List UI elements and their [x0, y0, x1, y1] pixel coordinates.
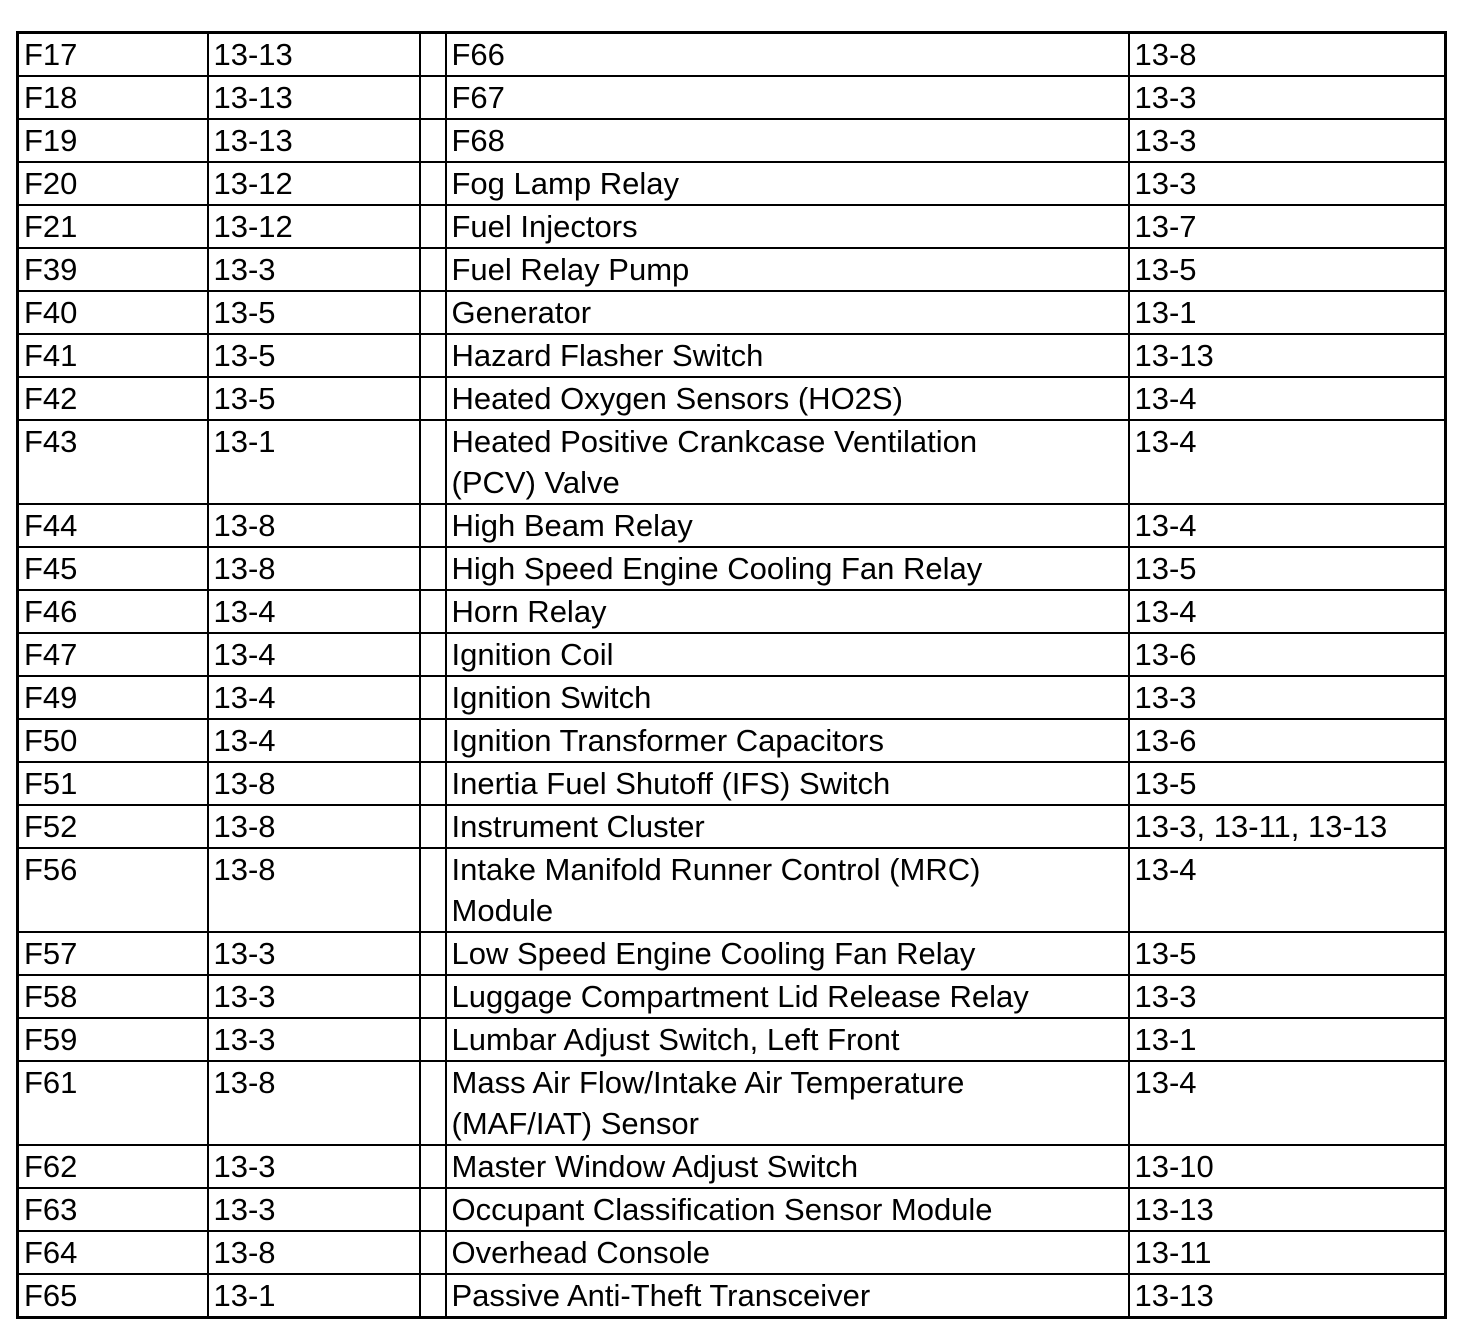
right-name-cell	[446, 420, 1129, 504]
column-gap	[420, 1274, 446, 1318]
right-page-cell: 13-13	[1129, 1188, 1446, 1231]
right-name-cell	[446, 1274, 1129, 1318]
name-line: Overhead Console	[451, 1235, 710, 1270]
left-code-cell: F52	[18, 805, 208, 848]
name-line-continued: Module	[451, 893, 554, 928]
column-gap	[420, 1018, 446, 1061]
left-code-cell: F43	[18, 420, 208, 504]
name-line: Fuel Injectors	[451, 209, 638, 244]
right-page-cell: 13-6	[1129, 719, 1446, 762]
right-page-cell: 13-1	[1129, 1018, 1446, 1061]
left-code-cell: F46	[18, 590, 208, 633]
left-code-cell: F20	[18, 162, 208, 205]
name-line: Heated Oxygen Sensors (HO2S)	[451, 381, 903, 416]
column-gap	[420, 805, 446, 848]
left-code-cell: F57	[18, 932, 208, 975]
column-gap	[420, 33, 446, 77]
left-code-cell: F64	[18, 1231, 208, 1274]
column-gap	[420, 162, 446, 205]
left-code-cell: F49	[18, 676, 208, 719]
column-gap	[420, 420, 446, 504]
table-row	[18, 1274, 1446, 1318]
right-name-cell	[446, 719, 1129, 762]
right-name-cell	[446, 504, 1129, 547]
left-code-cell: F19	[18, 119, 208, 162]
table-row	[18, 547, 1446, 590]
name-line: F68	[451, 123, 505, 158]
table-row	[18, 420, 1446, 504]
table-row	[18, 205, 1446, 248]
name-line: Low Speed Engine Cooling Fan Relay	[451, 936, 976, 971]
left-page-cell: 13-8	[208, 848, 420, 932]
left-page-cell: 13-8	[208, 1061, 420, 1145]
name-line: Mass Air Flow/Intake Air Temperature	[451, 1065, 965, 1100]
right-name-cell	[446, 590, 1129, 633]
name-line: Luggage Compartment Lid Release Relay	[451, 979, 1029, 1014]
right-page-cell: 13-4	[1129, 590, 1446, 633]
right-name-cell	[446, 162, 1129, 205]
right-name-cell	[446, 1188, 1129, 1231]
left-code-cell: F65	[18, 1274, 208, 1318]
left-code-cell: F50	[18, 719, 208, 762]
right-name-cell	[446, 676, 1129, 719]
right-page-cell: 13-4	[1129, 504, 1446, 547]
left-page-cell: 13-3	[208, 1018, 420, 1061]
left-page-cell: 13-3	[208, 975, 420, 1018]
component-index-table	[16, 31, 1447, 1319]
left-code-cell: F63	[18, 1188, 208, 1231]
column-gap	[420, 76, 446, 119]
left-page-cell: 13-4	[208, 590, 420, 633]
column-gap	[420, 504, 446, 547]
left-page-cell: 13-1	[208, 420, 420, 504]
column-gap	[420, 547, 446, 590]
column-gap	[420, 762, 446, 805]
column-gap	[420, 1188, 446, 1231]
left-page-cell: 13-13	[208, 76, 420, 119]
table-row	[18, 334, 1446, 377]
name-line: Fog Lamp Relay	[451, 166, 679, 201]
left-code-cell: F47	[18, 633, 208, 676]
left-page-cell: 13-5	[208, 291, 420, 334]
left-page-cell: 13-12	[208, 162, 420, 205]
left-page-cell: 13-5	[208, 377, 420, 420]
name-line: Passive Anti-Theft Transceiver	[451, 1278, 871, 1313]
table-row	[18, 719, 1446, 762]
right-page-cell: 13-11	[1129, 1231, 1446, 1274]
table-row	[18, 162, 1446, 205]
column-gap	[420, 291, 446, 334]
right-page-cell: 13-4	[1129, 377, 1446, 420]
left-page-cell: 13-1	[208, 1274, 420, 1318]
left-code-cell: F42	[18, 377, 208, 420]
column-gap	[420, 1061, 446, 1145]
left-page-cell: 13-3	[208, 1188, 420, 1231]
right-page-cell: 13-13	[1129, 1274, 1446, 1318]
left-page-cell: 13-4	[208, 633, 420, 676]
left-code-cell: F44	[18, 504, 208, 547]
right-page-cell: 13-10	[1129, 1145, 1446, 1188]
name-line: Generator	[451, 295, 592, 330]
name-line: Fuel Relay Pump	[451, 252, 690, 287]
right-page-cell: 13-3	[1129, 975, 1446, 1018]
left-page-cell: 13-8	[208, 1231, 420, 1274]
right-name-cell	[446, 805, 1129, 848]
left-code-cell: F41	[18, 334, 208, 377]
table-row	[18, 377, 1446, 420]
column-gap	[420, 590, 446, 633]
left-code-cell: F61	[18, 1061, 208, 1145]
right-name-cell	[446, 1145, 1129, 1188]
left-page-cell: 13-5	[208, 334, 420, 377]
left-code-cell: F58	[18, 975, 208, 1018]
left-code-cell: F39	[18, 248, 208, 291]
right-name-cell	[446, 1231, 1129, 1274]
left-code-cell: F56	[18, 848, 208, 932]
right-page-cell: 13-4	[1129, 420, 1446, 504]
right-name-cell	[446, 633, 1129, 676]
column-gap	[420, 633, 446, 676]
name-line: F67	[451, 80, 505, 115]
right-name-cell	[446, 848, 1129, 932]
left-code-cell: F21	[18, 205, 208, 248]
column-gap	[420, 848, 446, 932]
right-page-cell: 13-3	[1129, 676, 1446, 719]
left-code-cell: F17	[18, 33, 208, 77]
right-name-cell	[446, 76, 1129, 119]
table-row	[18, 932, 1446, 975]
left-page-cell: 13-12	[208, 205, 420, 248]
left-code-cell: F51	[18, 762, 208, 805]
right-page-cell: 13-13	[1129, 334, 1446, 377]
right-name-cell	[446, 119, 1129, 162]
right-page-cell: 13-3, 13-11, 13-13	[1129, 805, 1446, 848]
column-gap	[420, 975, 446, 1018]
table-row	[18, 1145, 1446, 1188]
left-page-cell: 13-3	[208, 932, 420, 975]
right-page-cell: 13-5	[1129, 932, 1446, 975]
right-name-cell	[446, 334, 1129, 377]
left-page-cell: 13-8	[208, 504, 420, 547]
left-page-cell: 13-13	[208, 33, 420, 77]
table-row	[18, 1061, 1446, 1145]
table-row	[18, 1231, 1446, 1274]
right-name-cell	[446, 248, 1129, 291]
right-page-cell: 13-6	[1129, 633, 1446, 676]
table-row	[18, 33, 1446, 77]
name-line: Ignition Transformer Capacitors	[451, 723, 884, 758]
right-page-cell: 13-8	[1129, 33, 1446, 77]
right-page-cell: 13-5	[1129, 248, 1446, 291]
left-page-cell: 13-8	[208, 547, 420, 590]
column-gap	[420, 205, 446, 248]
left-page-cell: 13-13	[208, 119, 420, 162]
table-row	[18, 975, 1446, 1018]
table-row	[18, 1018, 1446, 1061]
left-page-cell: 13-3	[208, 248, 420, 291]
right-page-cell: 13-3	[1129, 119, 1446, 162]
name-line: Heated Positive Crankcase Ventilation	[451, 424, 978, 459]
right-name-cell	[446, 932, 1129, 975]
right-page-cell: 13-5	[1129, 762, 1446, 805]
right-name-cell	[446, 205, 1129, 248]
left-page-cell: 13-4	[208, 719, 420, 762]
table-row	[18, 504, 1446, 547]
right-page-cell: 13-4	[1129, 848, 1446, 932]
name-line: Lumbar Adjust Switch, Left Front	[451, 1022, 900, 1057]
name-line-continued: (MAF/IAT) Sensor	[451, 1106, 699, 1141]
name-line-continued: (PCV) Valve	[451, 465, 620, 500]
right-name-cell	[446, 1018, 1129, 1061]
table-row	[18, 805, 1446, 848]
right-page-cell: 13-7	[1129, 205, 1446, 248]
column-gap	[420, 248, 446, 291]
name-line: Horn Relay	[451, 594, 607, 629]
table-row	[18, 291, 1446, 334]
column-gap	[420, 719, 446, 762]
table-row	[18, 76, 1446, 119]
name-line: Hazard Flasher Switch	[451, 338, 764, 373]
left-page-cell: 13-4	[208, 676, 420, 719]
name-line: F66	[451, 37, 505, 72]
right-name-cell	[446, 33, 1129, 77]
column-gap	[420, 1145, 446, 1188]
name-line: Inertia Fuel Shutoff (IFS) Switch	[451, 766, 891, 801]
left-code-cell: F45	[18, 547, 208, 590]
right-page-cell: 13-3	[1129, 76, 1446, 119]
left-page-cell: 13-3	[208, 1145, 420, 1188]
table-row	[18, 848, 1446, 932]
right-name-cell	[446, 762, 1129, 805]
column-gap	[420, 377, 446, 420]
table-row	[18, 119, 1446, 162]
left-code-cell: F62	[18, 1145, 208, 1188]
name-line: Intake Manifold Runner Control (MRC)	[451, 852, 981, 887]
table-row	[18, 248, 1446, 291]
left-code-cell: F18	[18, 76, 208, 119]
left-code-cell: F59	[18, 1018, 208, 1061]
name-line: Ignition Switch	[451, 680, 652, 715]
table-row	[18, 676, 1446, 719]
right-page-cell: 13-3	[1129, 162, 1446, 205]
table-row	[18, 1188, 1446, 1231]
right-name-cell	[446, 377, 1129, 420]
left-code-cell: F40	[18, 291, 208, 334]
table-row	[18, 590, 1446, 633]
name-line: Master Window Adjust Switch	[451, 1149, 859, 1184]
right-page-cell: 13-1	[1129, 291, 1446, 334]
right-page-cell: 13-4	[1129, 1061, 1446, 1145]
name-line: High Speed Engine Cooling Fan Relay	[451, 551, 983, 586]
right-name-cell	[446, 547, 1129, 590]
table-row	[18, 633, 1446, 676]
column-gap	[420, 119, 446, 162]
name-line: Ignition Coil	[451, 637, 614, 672]
right-name-cell	[446, 1061, 1129, 1145]
name-line: High Beam Relay	[451, 508, 693, 543]
right-name-cell	[446, 975, 1129, 1018]
column-gap	[420, 334, 446, 377]
name-line: Instrument Cluster	[451, 809, 705, 844]
name-line: Occupant Classification Sensor Module	[451, 1192, 993, 1227]
right-name-cell	[446, 291, 1129, 334]
table-row	[18, 762, 1446, 805]
column-gap	[420, 676, 446, 719]
left-page-cell: 13-8	[208, 762, 420, 805]
column-gap	[420, 1231, 446, 1274]
right-page-cell: 13-5	[1129, 547, 1446, 590]
left-page-cell: 13-8	[208, 805, 420, 848]
column-gap	[420, 932, 446, 975]
